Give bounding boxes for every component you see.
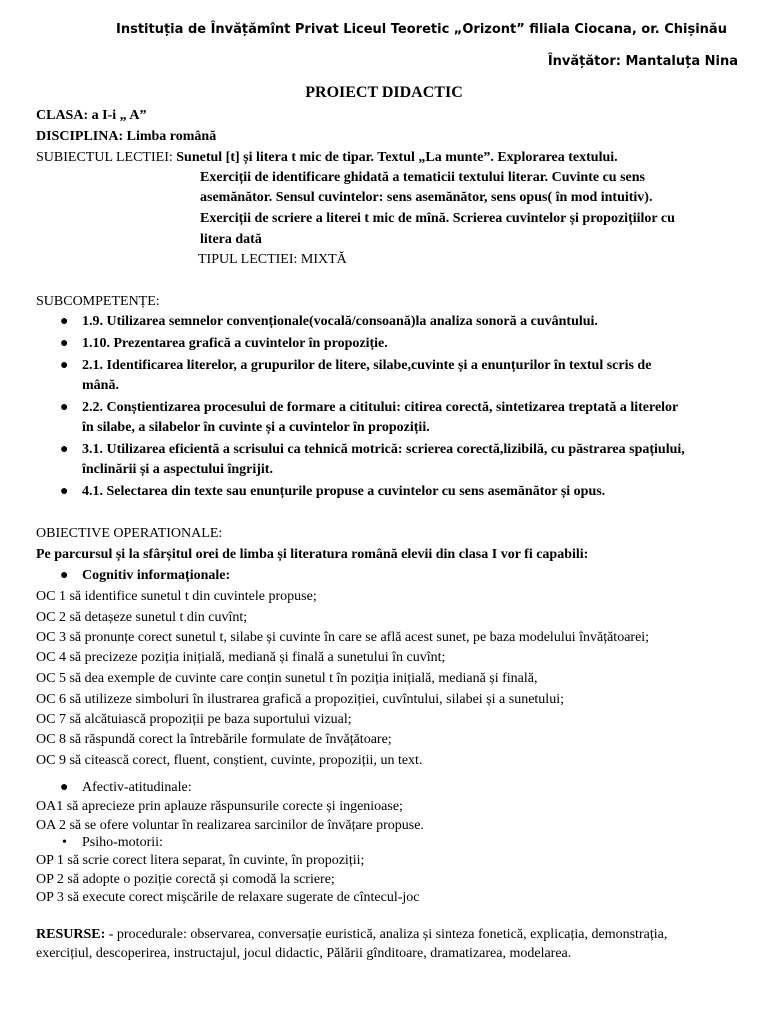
bullet-icon: ● xyxy=(60,568,69,583)
bullet-icon: ● xyxy=(60,442,69,457)
obiective-heading: OBIECTIVE OPERATIONALE: xyxy=(36,526,223,541)
oc-item: OC 6 să utilizeze simboluri în ilustrarea grafică a propoziției, cuvîntului, silabei și a sunetului; xyxy=(36,692,564,707)
teacher-name: Învățător: Mantaluța Nina xyxy=(547,54,738,69)
subiect-text-3: asemănător. Sensul cuvintelor: sens asemănător, sens opus( în mod intuitiv). xyxy=(200,190,653,205)
resurse-label: RESURSE: xyxy=(36,927,106,942)
institution-header: Instituția de Învățămînt Privat Liceul Teoretic „Orizont” filiala Ciocana, or. Chișinău xyxy=(116,22,727,37)
obiective-intro: Pe parcursul și la sfârșitul orei de limba și literatura română elevii din clasa I vor fi capabili: xyxy=(36,547,589,562)
oa-item: OA1 să aprecieze prin aplauze răspunsurile corecte și ingenioase; xyxy=(36,799,403,814)
bullet-icon: • xyxy=(62,835,67,850)
resurse-line xyxy=(36,925,667,945)
oc-item: OC 1 să identifice sunetul t din cuvintele propuse; xyxy=(36,589,317,604)
oc-item: OC 4 să precizeze poziția inițială, mediană și finală a sunetului în cuvînt; xyxy=(36,650,446,665)
clasa-line: CLASA: a I-i „ A” xyxy=(36,108,147,123)
op-item: OP 3 să execute corect mișcările de relaxare sugerate de cîntecul-joc xyxy=(36,890,420,905)
bullet-icon: ● xyxy=(60,484,69,499)
op-item: OP 2 să adopte o poziție corectă și comodă la scriere; xyxy=(36,872,335,887)
resurse-text-2: exercițiul, descoperirea, instructajul, jocul didactic, Pălării gînditoare, dramatizarea, modelarea. xyxy=(36,946,572,961)
bullet-icon: ● xyxy=(60,400,69,415)
oc-item: OC 8 să răspundă corect la întrebările formulate de învățătoare; xyxy=(36,732,392,747)
subiect-line xyxy=(36,148,618,168)
oc-item: OC 5 să dea exemple de cuvinte care conțin sunetul t în poziția inițială, mediană și finală, xyxy=(36,671,538,686)
subiect-label: SUBIECTUL LECTIEI: xyxy=(36,150,173,165)
oa-item: OA 2 să se ofere voluntar în realizarea sarcinilor de învățare propuse. xyxy=(36,818,424,833)
oc-item: OC 3 să pronunțe corect sunetul t, silabe și cuvinte în care se află acest sunet, pe baza modelului învățătoarei; xyxy=(36,630,650,645)
tip-lectiei: TIPUL LECTIEI: MIXTĂ xyxy=(198,252,347,267)
resurse-text-1: - procedurale: observarea, conversație euristică, analiza și sinteza fonetică, explicația, demonstrația, xyxy=(105,927,668,942)
subcompetente-heading: SUBCOMPETENȚE: xyxy=(36,294,160,309)
bullet-icon: ● xyxy=(60,336,69,351)
disciplina-line: DISCIPLINA: Limba română xyxy=(36,129,217,144)
subiect-text-4: Exerciții de scriere a literei t mic de mînă. Scrierea cuvintelor și propozițiilor cu xyxy=(200,211,675,226)
subiect-text-1: Sunetul [t] și litera t mic de tipar. Textul „La munte”. Explorarea textului. xyxy=(176,150,618,165)
subiect-text-5: litera dată xyxy=(200,232,262,247)
page-title: PROIECT DIDACTIC xyxy=(305,84,463,101)
oc-item: OC 9 să citească corect, fluent, conștient, cuvinte, propoziții, un text. xyxy=(36,753,423,768)
bullet-icon: ● xyxy=(60,314,69,329)
op-item: OP 1 să scrie corect litera separat, în cuvinte, în propoziții; xyxy=(36,853,365,868)
bullet-icon: ● xyxy=(60,358,69,373)
oc-item: OC 7 să alcătuiască propoziții pe baza suportului vizual; xyxy=(36,712,352,727)
bullet-icon: ● xyxy=(60,780,69,795)
subiect-text-2: Exerciții de identificare ghidată a tematicii textului literar. Cuvinte cu sens xyxy=(200,170,645,185)
oc-item: OC 2 să detașeze sunetul t din cuvînt; xyxy=(36,610,248,625)
document-page: Instituția de Învățămînt Privat Liceul Teoretic „Orizont” filiala Ciocana, or. Chișinău Învățător: Mantaluța Nina PROIECT DIDACTIC CLASA: a I-i „ A” DISCIPLINA: Limba română SUBIECTUL LECTIEI: Sunetul [t] și litera t mic de tipar. Textul „La munte”. Explorarea textului. Exerciții de identificare ghidată a tematicii textului literar. Cuvinte cu sens asemănător. Sensul cuvintelor: sens asemănător, sens opus( în mod intuitiv). Exerciții de scriere a literei t mic de mînă. Scrierea cuvintelor și propozițiilor cu litera dată TIPUL LECTIEI: MIXTĂ SUBCOMPETENȚE: ● 1.9. Utilizarea semnelor convenționale(vocală/consoană)la analiza sonoră a cuvântului. ● 1.10. Prezentarea grafică a cuvintelor în propoziție. ● 2.1. Identificarea literelor, a grupurilor de litere, silabe,cuvinte și a enunțurilor în textul scris de mână. ● 2.2. Conștientizarea procesului de formare a cititului: citirea corectă, sintetizarea treptată a literelor în silabe, a silabelor în cuvinte și a cuvintelor în propoziții. ● 3.1. Utilizarea eficientă a scrisului ca tehnică motrică: scrierea corectă,lizibilă, cu păstrarea spațiului, înclinării și a aspectului îngrijit. ● 4.1. Selectarea din texte sau enunțurile propuse a cuvintelor cu sens asemănător și opus. OBIECTIVE OPERATIONALE: Pe parcursul și la sfârșitul orei de limba și literatura română elevii din clasa I vor fi capabili: ● Cognitiv informaționale: OC 1 să identifice sunetul t din cuvintele propuse; OC 2 să detașeze sunetul t din cuvînt; OC 3 să pronunțe corect sunetul t, silabe și cuvinte în care se află acest sunet, pe baza modelului învățătoarei; OC 4 să precizeze poziția inițială, mediană și finală a sunetului în cuvînt; OC 5 să dea exemple de cuvinte care conțin sunetul t în poziția inițială, mediană și finală, OC 6 să utilizeze simboluri în ilustrarea grafică a propoziției, cuvîntului, silabei și a sunetului; OC 7 să alcătuiască propoziții pe baza suportului vizual; OC 8 să răspundă corect la întrebările formulate de învățătoare; OC 9 să citească corect, fluent, conștient, cuvinte, propoziții, un text. ● Afectiv-atitudinale: OA1 să aprecieze prin aplauze răspunsurile corecte și ingenioase; OA 2 să se ofere voluntar în realizarea sarcinilor de învățare propuse. • Psiho-motorii: OP 1 să scrie corect litera separat, în cuvinte, în propoziții; OP 2 să adopte o poziție corectă și comodă la scriere; OP 3 să execute corect mișcările de relaxare sugerate de cîntecul-joc RESURSE: - procedurale: observarea, conversație euristică, analiza și sinteza fonetică, explicația, demonstrația, exercițiul, descoperirea, instructajul, jocul didactic, Pălării gînditoare, dramatizarea, modelarea. xyxy=(0,0,768,1024)
